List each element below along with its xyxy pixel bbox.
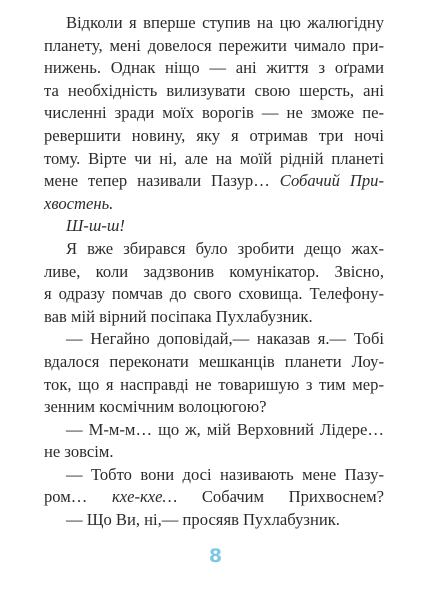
text-line: не зовсім.: [44, 442, 114, 462]
page-body-text: [44, 12, 384, 532]
page-number: 8: [208, 545, 223, 567]
text-line: [44, 486, 384, 509]
text-line: планету, мені довелося пережити чимало при-: [44, 35, 384, 55]
text-segment: Собачим Прихвоснем?: [201, 487, 385, 507]
text-line: та необхідність вилизувати свою шерсть, ані: [44, 80, 384, 100]
text-line: ревершити новину, яку я отримав три ночі: [44, 125, 384, 145]
text-line: — Негайно доповідай,— наказав я.— Тобі: [66, 329, 384, 349]
text-line: ток, що я насправді не товаришую з тим мер-: [44, 374, 384, 394]
italic-text-segment: Собачий При-: [279, 171, 385, 191]
text-line: зенним космічним волоцюгою?: [44, 397, 267, 417]
text-line: хвостень.: [44, 193, 114, 213]
text-line: Ш-ш-ш!: [66, 216, 125, 236]
text-line: Відколи я вперше ступив на цю жалюгідну: [66, 13, 384, 32]
text-line: — Тобто вони досі називають мене Пазу-: [66, 464, 384, 484]
text-segment: мене тепер називали Пазур…: [44, 171, 270, 191]
text-line: численні зради моїх ворогів — не зможе пе-: [44, 103, 384, 123]
text-line: я одразу помчав до свого сховища. Телефону-: [44, 284, 384, 304]
text-line: [44, 170, 384, 193]
text-line: Я вже збирався було зробити дещо жах-: [66, 238, 384, 258]
text-line: нижень. Однак ніщо — ані життя з оґрами: [44, 58, 384, 78]
text-line: — М-м-м… що ж, мій Верховний Лідере…: [66, 419, 384, 439]
text-segment: ром…: [44, 487, 88, 507]
text-line: вдалося переконати мешканців планети Лоу-: [44, 351, 384, 371]
text-line: тому. Вірте чи ні, але на моїй рідній планеті: [44, 148, 384, 168]
text-line: ливе, коли задзвонив комунікатор. Звісно,: [44, 261, 384, 281]
text-line: — Що Ви, ні,— просяяв Пухлабузник.: [66, 510, 340, 530]
text-line: вав мій вірний посіпака Пухлабузник.: [44, 306, 313, 326]
italic-text-segment: кхе-кхе…: [111, 487, 178, 507]
